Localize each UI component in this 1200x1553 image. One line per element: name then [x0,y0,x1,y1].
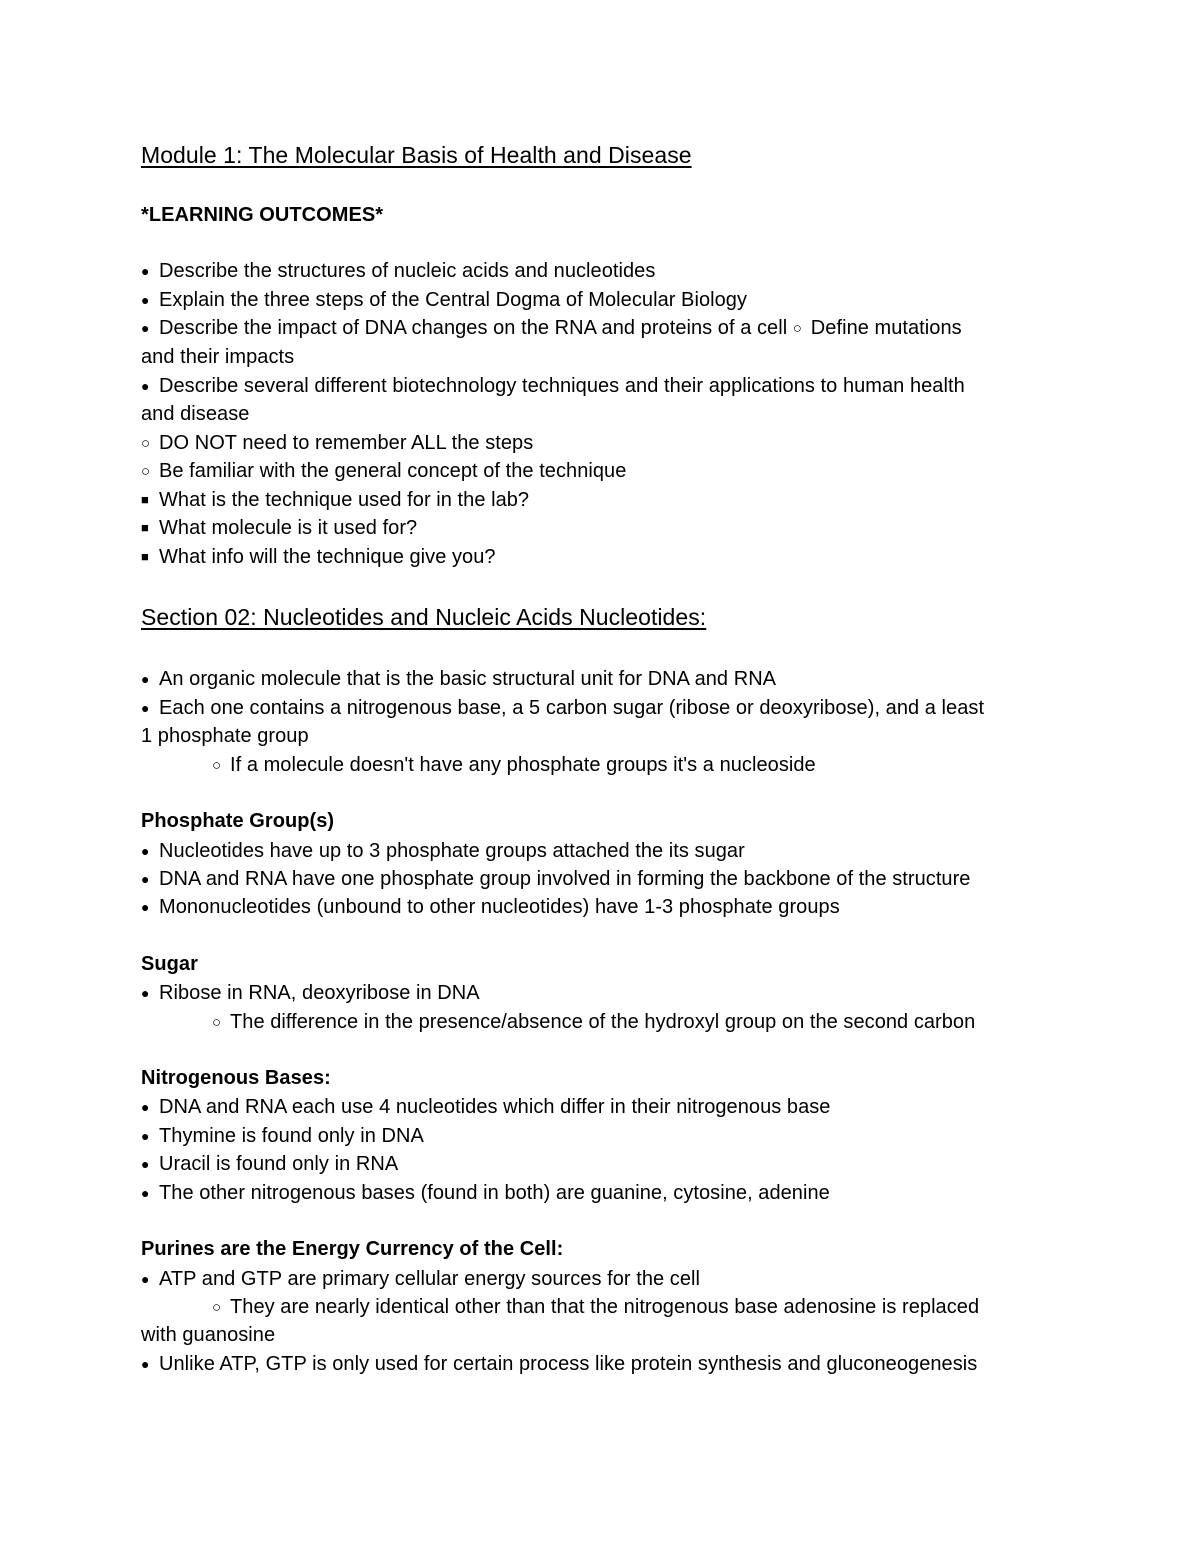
outcome-subitem: ○ DO NOT need to remember ALL the steps [141,432,534,454]
phosphate-item: ● Mononucleotides (unbound to other nucleotides) have 1-3 phosphate groups [141,896,840,918]
outcome-subsubitem: ■ What is the technique used for in the lab? [141,489,530,511]
outcome-subitem: ○ Be familiar with the general concept of the technique [141,460,627,482]
bullet-square-icon: ■ [141,492,149,507]
bullet-circle-icon: ○ [212,1014,222,1031]
learning-outcomes-heading: *LEARNING OUTCOMES* [141,204,384,226]
bullet-square-icon: ■ [141,520,149,535]
purines-item: ● ATP and GTP are primary cellular energy sources for the cell [141,1268,701,1290]
bullet-dot-icon: ● [141,985,150,1001]
bullet-circle-icon: ○ [212,1299,222,1316]
nucleotide-subitem: ○ If a molecule doesn't have any phosphate groups it's a nucleoside [212,754,816,776]
purines-subitem-continuation: with guanosine [141,1324,276,1346]
bullet-dot-icon: ● [141,292,150,308]
outcome-item-continuation: and disease [141,403,250,425]
phosphate-heading: Phosphate Group(s) [141,810,335,832]
sugar-subitem: ○ The difference in the presence/absence of the hydroxyl group on the second carbon [212,1011,976,1033]
bullet-dot-icon: ● [141,1099,150,1115]
sugar-heading: Sugar [141,953,198,975]
nucleotide-item-continuation: 1 phosphate group [141,725,309,747]
section-title: Section 02: Nucleotides and Nucleic Acids Nucleotides: [141,604,707,630]
bullet-dot-icon: ● [141,871,150,887]
purines-heading: Purines are the Energy Currency of the Cell: [141,1238,564,1260]
bullet-dot-icon: ● [141,378,150,394]
outcome-item: ● Describe several different biotechnology techniques and their applications to human health [141,375,965,397]
bullet-dot-icon: ● [141,1128,150,1144]
bullet-dot-icon: ● [141,843,150,859]
module-title: Module 1: The Molecular Basis of Health and Disease [141,142,692,168]
bullet-dot-icon: ● [141,1185,150,1201]
bullet-square-icon: ■ [141,549,149,564]
bullet-dot-icon: ● [141,899,150,915]
purines-item: ● Unlike ATP, GTP is only used for certain process like protein synthesis and gluconeogenesis [141,1353,978,1375]
nucleotide-item: ● Each one contains a nitrogenous base, a 5 carbon sugar (ribose or deoxyribose), and a least [141,697,985,719]
bases-item: ● Uracil is found only in RNA [141,1153,399,1175]
bases-heading: Nitrogenous Bases: [141,1067,331,1089]
bullet-circle-icon: ○ [792,320,802,337]
bullet-dot-icon: ● [141,700,150,716]
phosphate-item: ● DNA and RNA have one phosphate group involved in forming the backbone of the structure [141,868,971,890]
bullet-circle-icon: ○ [141,435,151,452]
sugar-item: ● Ribose in RNA, deoxyribose in DNA [141,982,480,1004]
outcome-item: ● Explain the three steps of the Central Dogma of Molecular Biology [141,289,748,311]
bullet-dot-icon: ● [141,671,150,687]
bullet-dot-icon: ● [141,1156,150,1172]
bases-item: ● DNA and RNA each use 4 nucleotides which differ in their nitrogenous base [141,1096,831,1118]
outcome-subsubitem: ■ What molecule is it used for? [141,517,418,539]
bases-item: ● The other nitrogenous bases (found in both) are guanine, cytosine, adenine [141,1182,830,1204]
outcome-item: ● Describe the impact of DNA changes on the RNA and proteins of a cell ○ Define mutations [141,317,962,339]
bullet-circle-icon: ○ [141,463,151,480]
bullet-dot-icon: ● [141,1356,150,1372]
purines-subitem: ○ They are nearly identical other than that the nitrogenous base adenosine is replaced [212,1296,980,1318]
nucleotide-item: ● An organic molecule that is the basic structural unit for DNA and RNA [141,668,777,690]
bullet-dot-icon: ● [141,1271,150,1287]
outcome-subsubitem: ■ What info will the technique give you? [141,546,496,568]
bullet-circle-icon: ○ [212,757,222,774]
bases-item: ● Thymine is found only in DNA [141,1125,424,1147]
bullet-dot-icon: ● [141,263,150,279]
outcome-item: ● Describe the structures of nucleic acids and nucleotides [141,260,656,282]
bullet-dot-icon: ● [141,320,150,336]
outcome-item-continuation: and their impacts [141,346,295,368]
phosphate-item: ● Nucleotides have up to 3 phosphate groups attached the its sugar [141,840,745,862]
